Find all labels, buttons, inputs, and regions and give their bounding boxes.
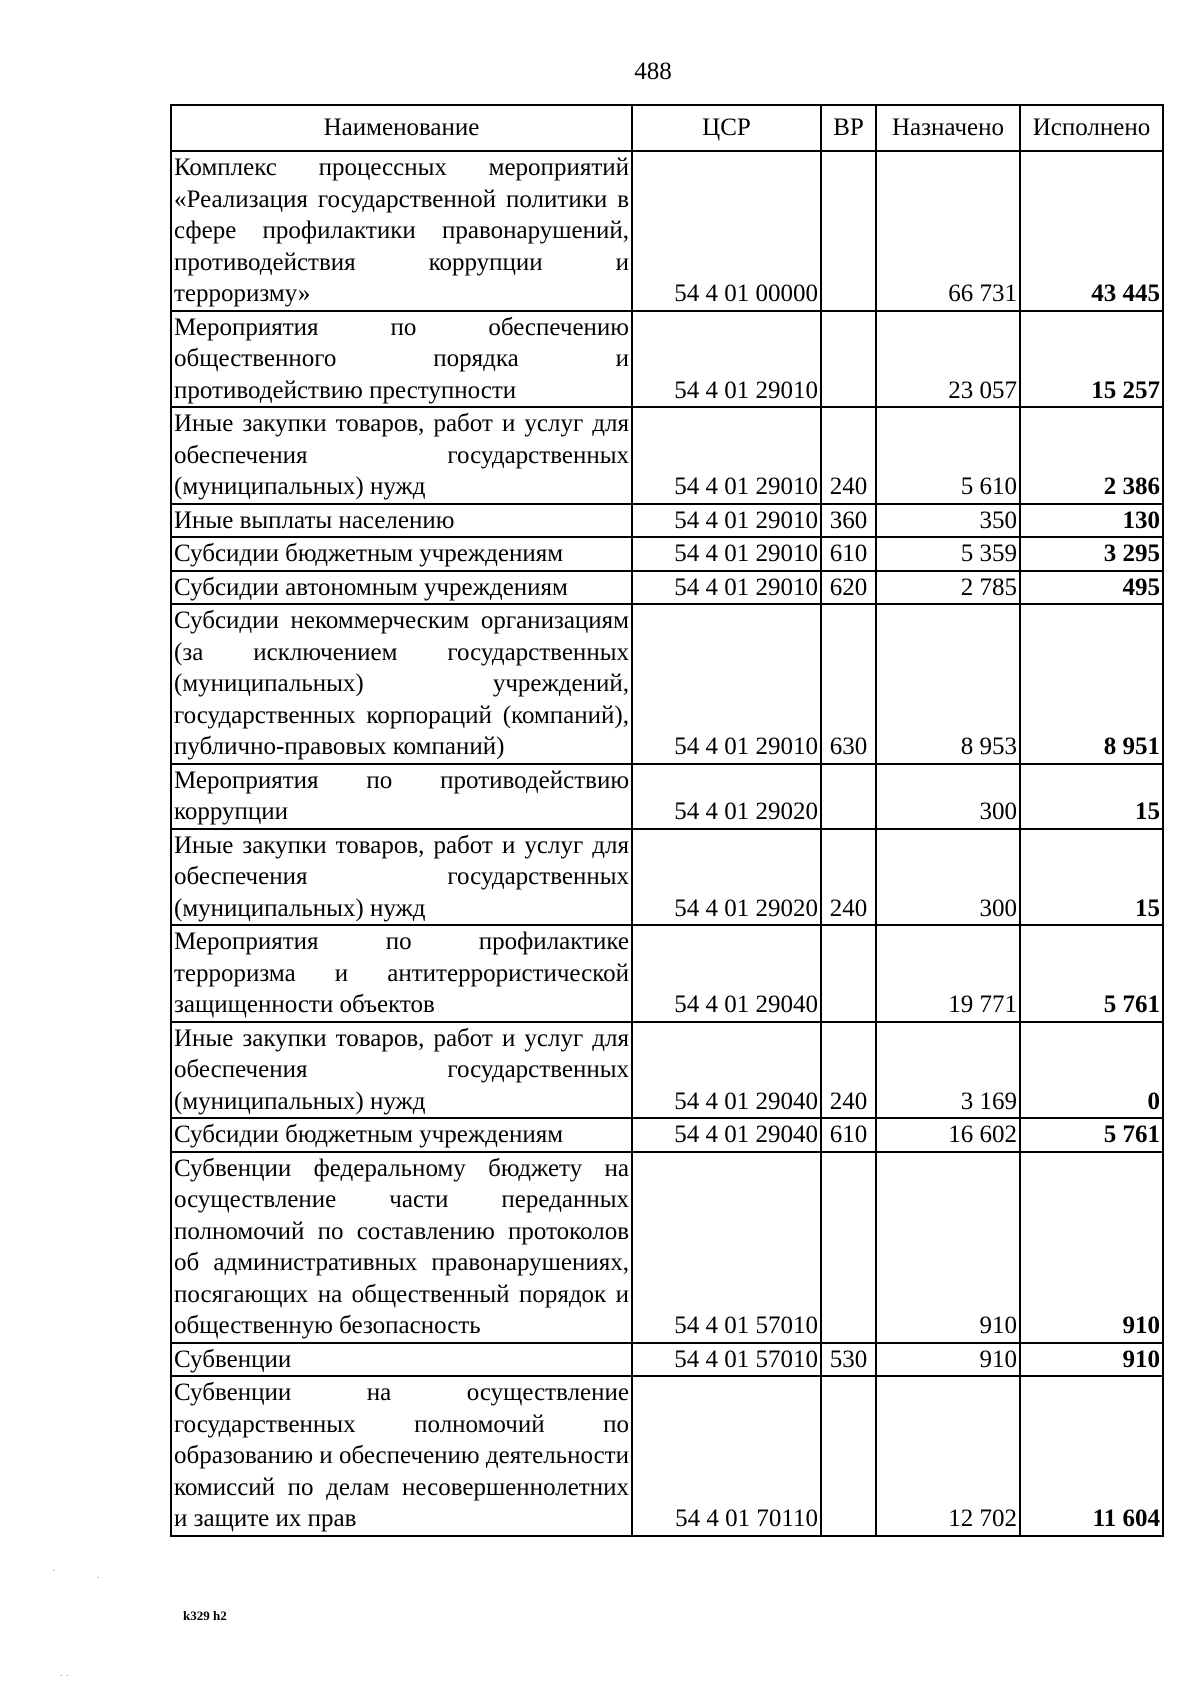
row-executed: 3 295 [1020, 537, 1163, 571]
row-assigned: 12 702 [876, 1376, 1020, 1536]
table-row [171, 151, 1163, 311]
table-row [171, 829, 1163, 926]
row-csr: 54 4 01 29010 [632, 311, 821, 408]
row-vr: 610 [821, 537, 876, 571]
row-assigned: 300 [876, 764, 1020, 829]
row-csr: 54 4 01 29010 [632, 407, 821, 504]
table-row [171, 1022, 1163, 1119]
row-name: Иные выплаты населению [171, 504, 632, 538]
row-executed: 8 951 [1020, 604, 1163, 764]
row-name: Субсидии бюджетным учреждениям [171, 1118, 632, 1152]
row-vr [821, 764, 876, 829]
row-assigned: 5 610 [876, 407, 1020, 504]
table-row [171, 1376, 1163, 1536]
row-csr: 54 4 01 29040 [632, 1022, 821, 1119]
row-vr: 240 [821, 829, 876, 926]
row-vr [821, 1376, 876, 1536]
column-header-csr: ЦСР [632, 105, 821, 151]
scan-artifact: ∙ · [60, 1670, 70, 1682]
row-assigned: 19 771 [876, 925, 1020, 1022]
row-name: Иные закупки товаров, работ и услуг для обеспечения государственных (муниципальных) нужд [171, 407, 632, 504]
table-row [171, 1152, 1163, 1343]
row-executed: 15 [1020, 829, 1163, 926]
row-name: Субвенции на осуществление государственных полномочий по образованию и обеспечению деятельности комиссий по делам несовершеннолетних и защите их прав [171, 1376, 632, 1536]
row-vr: 240 [821, 407, 876, 504]
row-assigned: 2 785 [876, 571, 1020, 605]
table-row [171, 925, 1163, 1022]
row-executed: 0 [1020, 1022, 1163, 1119]
row-vr: 610 [821, 1118, 876, 1152]
row-executed: 5 761 [1020, 1118, 1163, 1152]
row-csr: 54 4 01 57010 [632, 1152, 821, 1343]
row-name: Субвенции федеральному бюджету на осуществление части переданных полномочий по составлению протоколов об административных правонарушениях, посягающих на общественный порядок и общественную безопасность [171, 1152, 632, 1343]
row-assigned: 300 [876, 829, 1020, 926]
budget-execution-table [170, 104, 1164, 1537]
row-vr: 530 [821, 1343, 876, 1377]
table-row [171, 764, 1163, 829]
row-name: Субвенции [171, 1343, 632, 1377]
row-csr: 54 4 01 29010 [632, 504, 821, 538]
row-csr: 54 4 01 29040 [632, 1118, 821, 1152]
row-executed: 11 604 [1020, 1376, 1163, 1536]
row-name: Иные закупки товаров, работ и услуг для обеспечения государственных (муниципальных) нужд [171, 1022, 632, 1119]
column-header-assigned: Назначено [876, 105, 1020, 151]
row-vr: 630 [821, 604, 876, 764]
row-executed: 130 [1020, 504, 1163, 538]
row-assigned: 66 731 [876, 151, 1020, 311]
row-vr [821, 925, 876, 1022]
row-executed: 15 257 [1020, 311, 1163, 408]
column-header-vr: ВР [821, 105, 876, 151]
footer-document-code: k329 h2 [183, 1608, 227, 1623]
row-executed: 15 [1020, 764, 1163, 829]
row-assigned: 5 359 [876, 537, 1020, 571]
column-header-executed: Исполнено [1020, 105, 1163, 151]
scan-artifact: · [52, 1565, 56, 1577]
row-executed: 43 445 [1020, 151, 1163, 311]
table-row [171, 311, 1163, 408]
row-name: Иные закупки товаров, работ и услуг для обеспечения государственных (муниципальных) нужд [171, 829, 632, 926]
row-assigned: 910 [876, 1343, 1020, 1377]
table-row [171, 407, 1163, 504]
row-vr [821, 311, 876, 408]
row-assigned: 8 953 [876, 604, 1020, 764]
row-csr: 54 4 01 00000 [632, 151, 821, 311]
row-assigned: 350 [876, 504, 1020, 538]
row-csr: 54 4 01 29010 [632, 537, 821, 571]
row-csr: 54 4 01 29020 [632, 829, 821, 926]
column-header-name: Наименование [171, 105, 632, 151]
table-row [171, 1118, 1163, 1152]
row-executed: 5 761 [1020, 925, 1163, 1022]
row-vr [821, 1152, 876, 1343]
table-row [171, 504, 1163, 538]
row-name: Мероприятия по противодействию коррупции [171, 764, 632, 829]
row-csr: 54 4 01 29020 [632, 764, 821, 829]
row-assigned: 910 [876, 1152, 1020, 1343]
row-csr: 54 4 01 57010 [632, 1343, 821, 1377]
row-name: Мероприятия по обеспечению общественного порядка и противодействию преступности [171, 311, 632, 408]
row-name: Комплекс процессных мероприятий «Реализация государственной политики в сфере профилактики правонарушений, противодействия коррупции и терроризму» [171, 151, 632, 311]
row-csr: 54 4 01 70110 [632, 1376, 821, 1536]
row-assigned: 3 169 [876, 1022, 1020, 1119]
row-executed: 910 [1020, 1343, 1163, 1377]
row-executed: 910 [1020, 1152, 1163, 1343]
row-name: Субсидии бюджетным учреждениям [171, 537, 632, 571]
row-name: Субсидии автономным учреждениям [171, 571, 632, 605]
row-vr [821, 151, 876, 311]
row-name: Субсидии некоммерческим организациям (за исключением государственных (муниципальных) учреждений, государственных корпораций (компаний), публично-правовых компаний) [171, 604, 632, 764]
table-row [171, 537, 1163, 571]
page-number: 488 [634, 58, 672, 85]
row-executed: 495 [1020, 571, 1163, 605]
row-assigned: 23 057 [876, 311, 1020, 408]
row-csr: 54 4 01 29010 [632, 604, 821, 764]
row-vr: 240 [821, 1022, 876, 1119]
row-vr: 360 [821, 504, 876, 538]
row-csr: 54 4 01 29040 [632, 925, 821, 1022]
table-row [171, 604, 1163, 764]
table-header-row [171, 105, 1163, 151]
row-executed: 2 386 [1020, 407, 1163, 504]
row-csr: 54 4 01 29010 [632, 571, 821, 605]
scan-artifact: · [96, 1572, 100, 1584]
table-row [171, 1343, 1163, 1377]
table-row [171, 571, 1163, 605]
row-vr: 620 [821, 571, 876, 605]
row-name: Мероприятия по профилактике терроризма и антитеррористической защищенности объектов [171, 925, 632, 1022]
row-assigned: 16 602 [876, 1118, 1020, 1152]
